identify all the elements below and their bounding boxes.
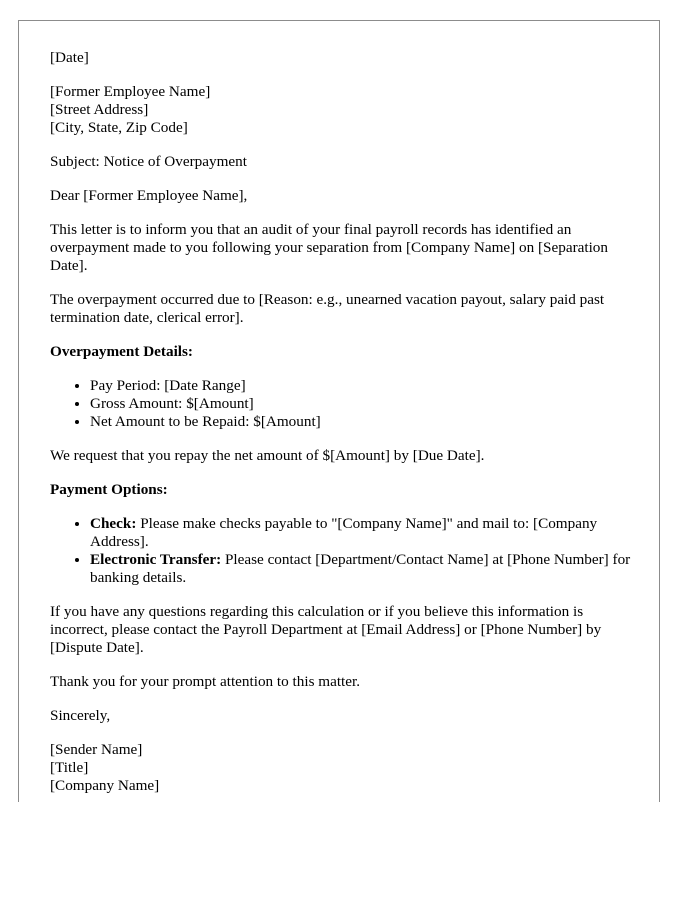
payment-option-electronic-transfer bbox=[90, 551, 642, 587]
recipient-street: [Street Address] bbox=[50, 101, 149, 118]
letter-subject: Subject: Notice of Overpayment bbox=[50, 153, 247, 170]
overpayment-details-list bbox=[50, 377, 642, 431]
sender-company: [Company Name] bbox=[50, 777, 160, 794]
intro-paragraph: This letter is to inform you that an audit of your final payroll records has identified an overpayment made to you following your separation from [Company Name] on [Separation Date]. bbox=[50, 221, 608, 274]
questions-paragraph: If you have any questions regarding this calculation or if you believe this information is incorrect, please contact the Payroll Department at [Email Address] or [Phone Number] by [Dispute Date]. bbox=[50, 603, 602, 656]
payment-options-list bbox=[50, 515, 642, 587]
payment-option-transfer-label: Electronic Transfer: bbox=[90, 551, 222, 568]
reason-paragraph: The overpayment occurred due to [Reason: e.g., unearned vacation payout, salary paid past termination date, clerical error]. bbox=[50, 291, 605, 326]
detail-item-net-amount: • Net Amount to be Repaid: $[Amount] bbox=[90, 413, 642, 431]
sender-name: [Sender Name] bbox=[50, 741, 143, 758]
thanks-paragraph: Thank you for your prompt attention to this matter. bbox=[50, 673, 361, 690]
payment-option-check-label: Check: bbox=[90, 515, 137, 532]
letter-closing: Sincerely, bbox=[50, 707, 111, 724]
payment-option-check-text: Please make checks payable to "[Company Name]" and mail to: [Company Address]. bbox=[90, 515, 598, 550]
letter-page bbox=[18, 20, 660, 802]
recipient-address bbox=[50, 83, 642, 137]
request-paragraph: We request that you repay the net amount of $[Amount] by [Due Date]. bbox=[50, 447, 485, 464]
letter-date: [Date] bbox=[50, 49, 89, 66]
overpayment-details-heading: Overpayment Details: bbox=[50, 343, 193, 360]
payment-options-heading: Payment Options: bbox=[50, 481, 168, 498]
payment-option-transfer-text: Please contact [Department/Contact Name] at [Phone Number] for banking details. bbox=[90, 551, 631, 586]
signature-block bbox=[50, 741, 642, 795]
letter-body bbox=[50, 49, 642, 811]
recipient-city-state-zip: [City, State, Zip Code] bbox=[50, 119, 188, 136]
recipient-name: [Former Employee Name] bbox=[50, 83, 211, 100]
detail-item-pay-period: • Pay Period: [Date Range] bbox=[90, 377, 642, 395]
detail-item-gross-amount: • Gross Amount: $[Amount] bbox=[90, 395, 642, 413]
sender-title: [Title] bbox=[50, 759, 89, 776]
payment-option-check bbox=[90, 515, 642, 551]
letter-salutation: Dear [Former Employee Name], bbox=[50, 187, 248, 204]
